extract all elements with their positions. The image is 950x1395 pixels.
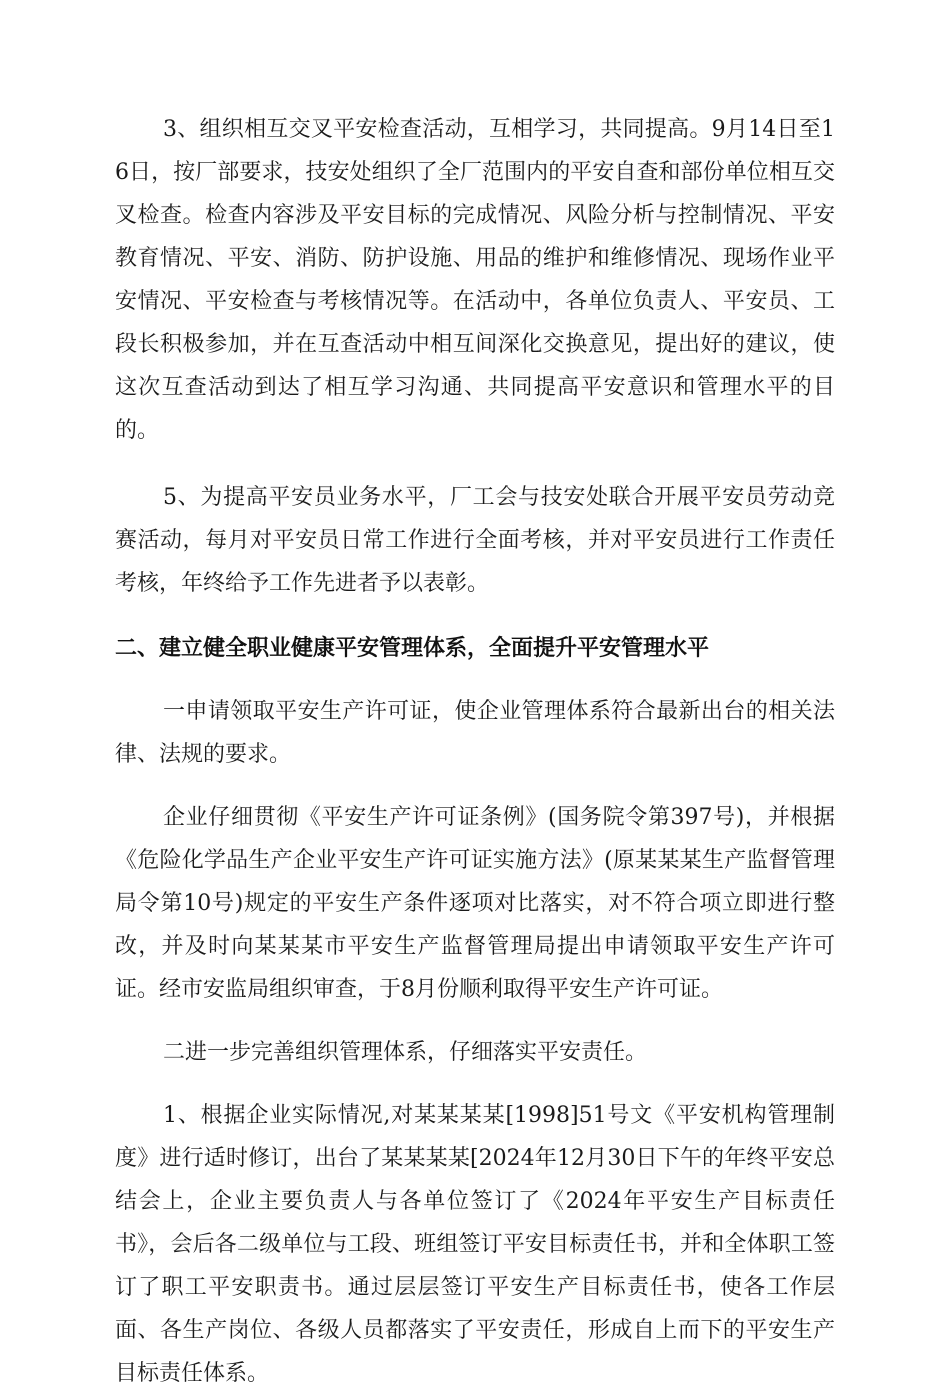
paragraph-license-implementation: 企业仔细贯彻《平安生产许可证条例》(国务院令第397号)，并根据《危险化学品生产企业平安生产许可证实施方法》(原某某某生产监督管理局令第10号)规定的平安生产条件逐项对比落实，对不符合项立即进行整改，并及时向某某某市平安生产监督管理局提出申请领取平安生产许可证。经市安监局组织审查，于8月份顺利取得平安生产许可证。 xyxy=(115,805,835,1002)
paragraph-license-application: 一申请领取平安生产许可证，使企业管理体系符合最新出台的相关法律、法规的要求。 xyxy=(115,699,835,767)
paragraph-organization-system: 二进一步完善组织管理体系，仔细落实平安责任。 xyxy=(163,1040,648,1065)
document-page xyxy=(115,108,835,1395)
paragraph-responsibility: 1、根据企业实际情况,对某某某某[1998]51号文《平安机构管理制度》进行适时修订，出台了某某某某[2024年12月30日下午的年终平安总结会上，企业主要负责人与各单位签订了《2024年平安生产目标责任书》，会后各二级单位与工段、班组签订平安目标责任书，并和全体职工签订了职工平安职责书。通过层层签订平安生产目标责任书，使各工作层面、各生产岗位、各级人员都落实了平安责任，形成自上而下的平安生产目标责任体系。 xyxy=(115,1103,835,1386)
section-heading: 二、建立健全职业健康平安管理体系，全面提升平安管理水平 xyxy=(115,636,710,661)
paragraph-cross-inspection: 3、组织相互交叉平安检查活动，互相学习，共同提高。9月14日至16日，按厂部要求，技安处组织了全厂范围内的平安自查和部份单位相互交叉检查。检查内容涉及平安目标的完成情况、风险分析与控制情况、平安教育情况、平安、消防、防护设施、用品的维护和维修情况、现场作业平安情况、平安检查与考核情况等。在活动中，各单位负责人、平安员、工段长积极参加，并在互查活动中相互间深化交换意见，提出好的建议，使这次互查活动到达了相互学习沟通、共同提高平安意识和管理水平的目的。 xyxy=(115,117,835,443)
paragraph-safety-officer-competition: 5、为提高平安员业务水平，厂工会与技安处联合开展平安员劳动竞赛活动，每月对平安员日常工作进行全面考核，并对平安员进行工作责任考核，年终给予工作先进者予以表彰。 xyxy=(115,485,835,596)
